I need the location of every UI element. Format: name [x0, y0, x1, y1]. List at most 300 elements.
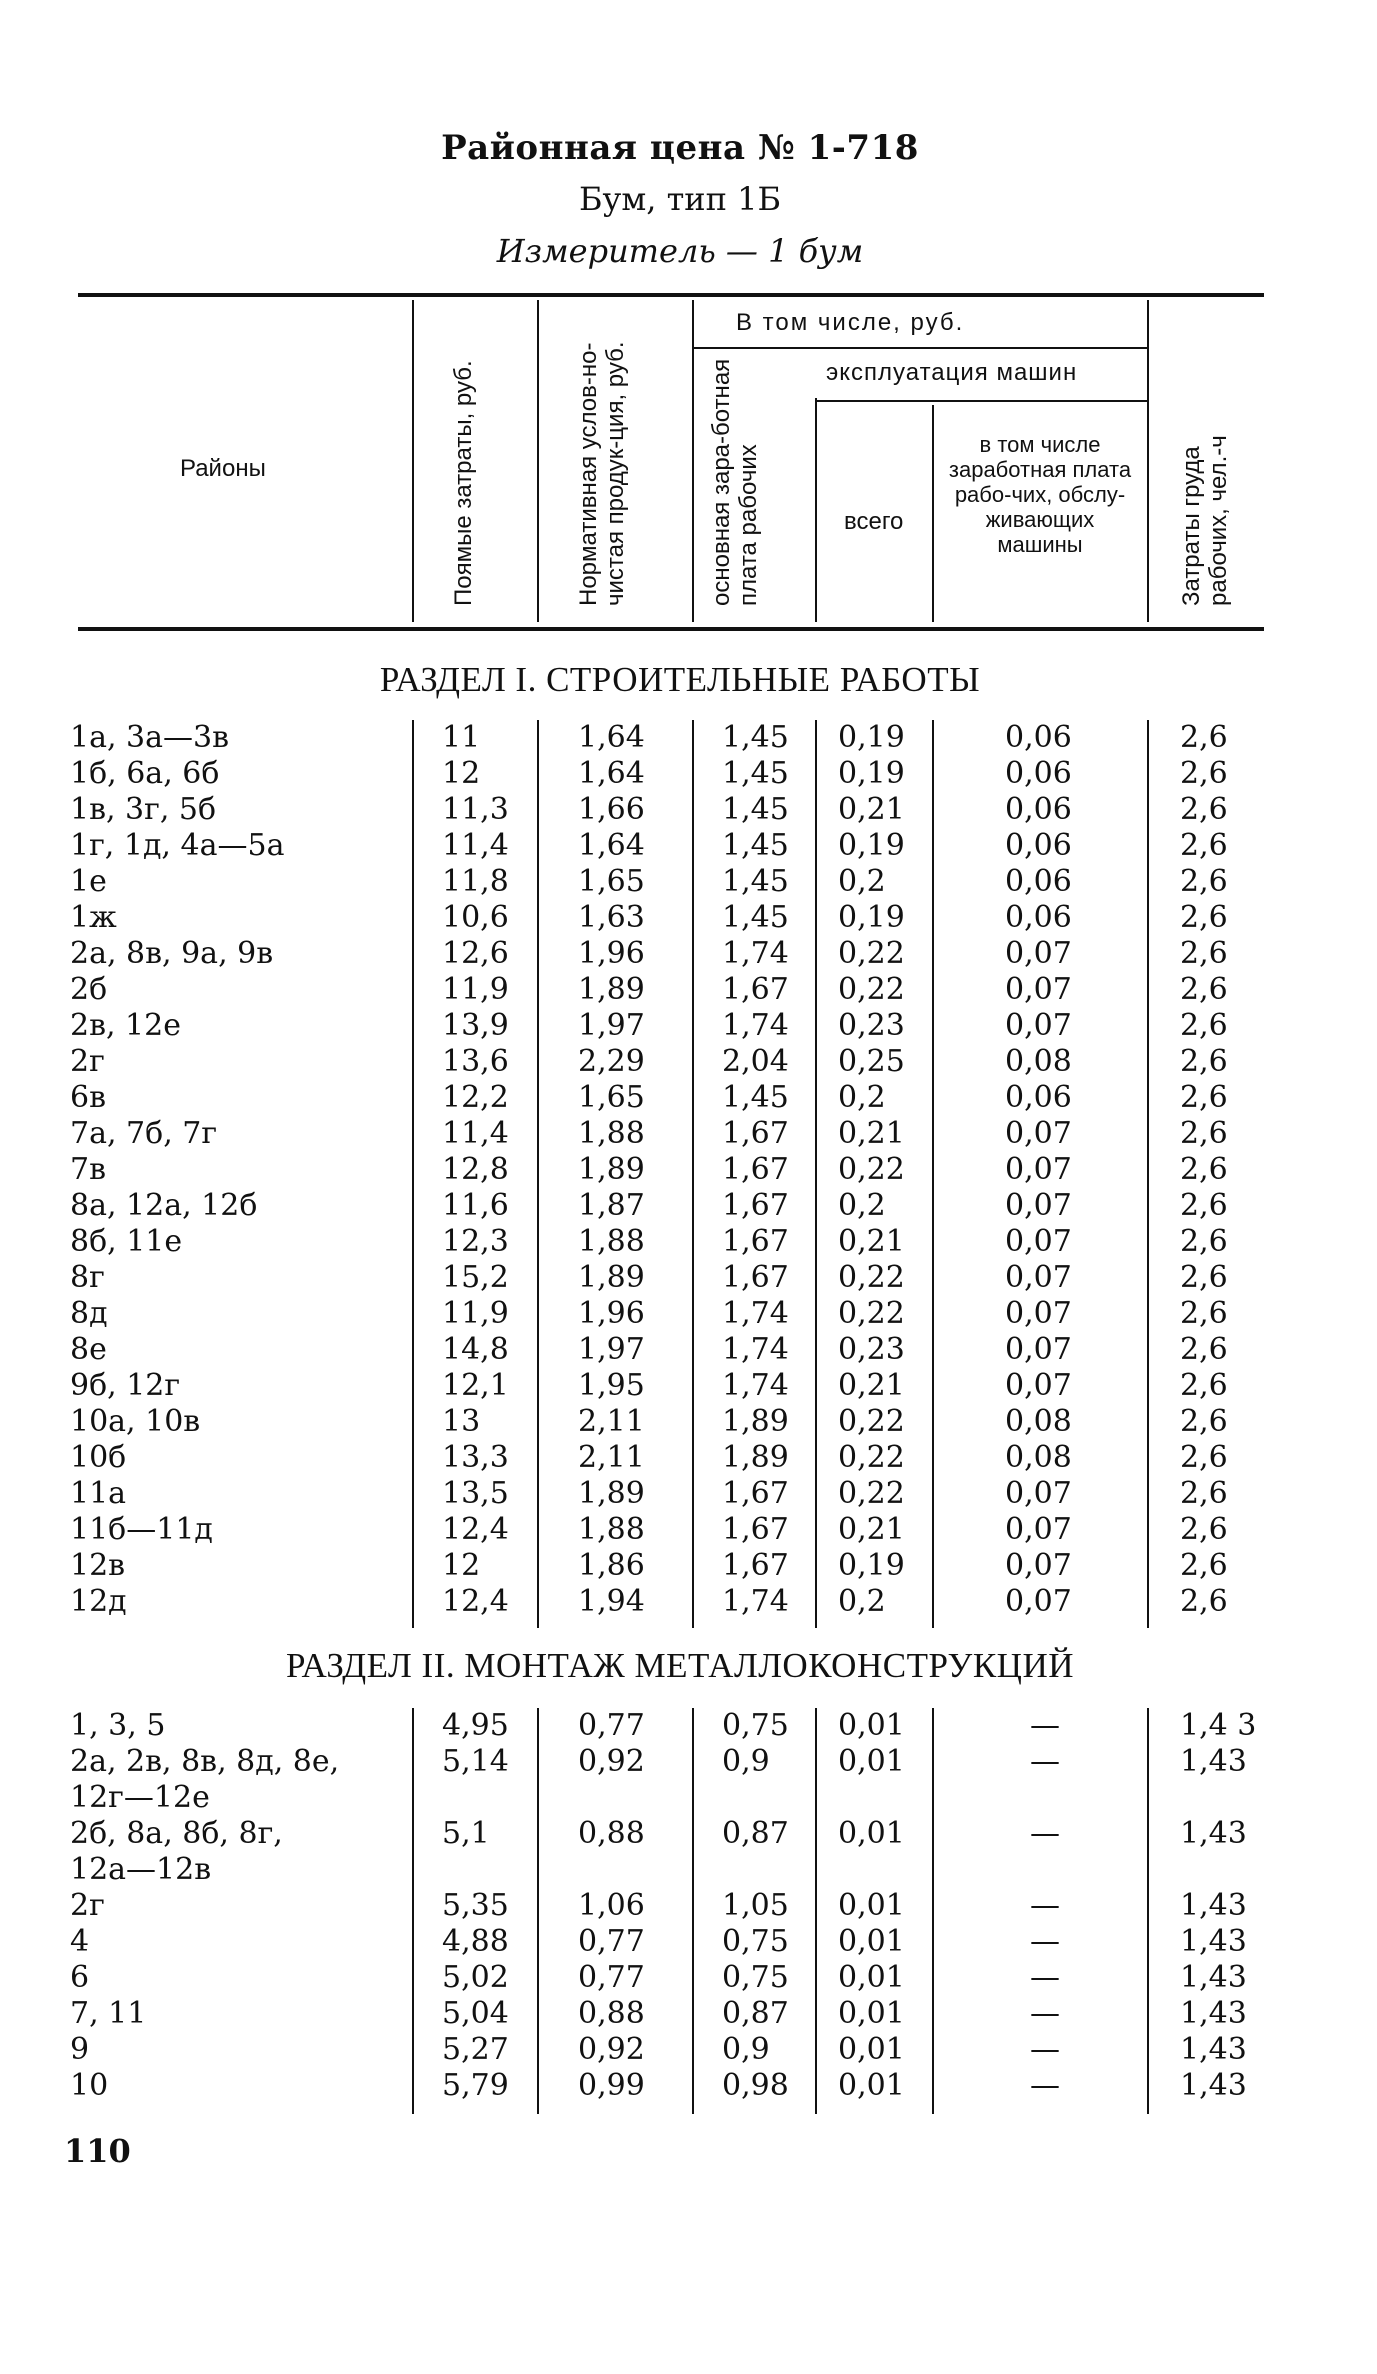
table-cell: 1,05 — [722, 1888, 789, 1923]
table-cell: 1,43 — [1180, 1960, 1247, 1995]
table-cell: 2,6 — [1180, 1080, 1228, 1115]
header-subrule — [815, 400, 1147, 402]
table-cell: 11 — [442, 720, 481, 755]
table-cell: 0,22 — [838, 1296, 905, 1331]
table-cell: 9 — [70, 2032, 90, 2067]
table-cell: 2,6 — [1180, 864, 1228, 899]
table-cell: 1,63 — [578, 900, 645, 935]
table-cell: 2,6 — [1180, 1404, 1228, 1439]
table-cell: 1,45 — [722, 792, 789, 827]
table-cell: 1,43 — [1180, 2032, 1247, 2067]
table-cell: 1,67 — [722, 1512, 789, 1547]
table-cell: 2,11 — [578, 1440, 645, 1475]
table-cell: 0,21 — [838, 1116, 905, 1151]
table-cell: 14,8 — [442, 1332, 509, 1367]
table-cell: 4 — [70, 1924, 90, 1959]
table-cell: 1,89 — [578, 1476, 645, 1511]
table-cell: 12,3 — [442, 1224, 509, 1259]
table-cell: 1,45 — [722, 900, 789, 935]
table-cell: 13,5 — [442, 1476, 509, 1511]
table-cell: 0,22 — [838, 1440, 905, 1475]
table-cell: 0,06 — [1005, 864, 1072, 899]
table-cell: 1,97 — [578, 1008, 645, 1043]
table-row — [0, 1744, 1377, 1780]
table-cell: 2,6 — [1180, 900, 1228, 935]
table-cell: 0,06 — [1005, 792, 1072, 827]
table-cell: 2в, 12е — [70, 1008, 181, 1043]
table-cell: 1,06 — [578, 1888, 645, 1923]
table-cell: 0,25 — [838, 1044, 905, 1079]
table-cell: — — [1030, 2032, 1060, 2067]
table-cell: 10а, 10в — [70, 1404, 201, 1439]
table-row — [0, 1584, 1377, 1620]
table-cell: 1,64 — [578, 828, 645, 863]
table-cell: 1, 3, 5 — [70, 1708, 166, 1743]
table-cell: 12в — [70, 1548, 126, 1583]
table-cell: 0,01 — [838, 2032, 905, 2067]
table-cell: 13,6 — [442, 1044, 509, 1079]
table-cell: 0,08 — [1005, 1440, 1072, 1475]
table-cell: 1,45 — [722, 720, 789, 755]
table-cell: 2,6 — [1180, 720, 1228, 755]
table-cell: 0,21 — [838, 792, 905, 827]
table-cell: — — [1030, 1924, 1060, 1959]
table-cell: 1,89 — [578, 1260, 645, 1295]
table-cell: 1,97 — [578, 1332, 645, 1367]
table-cell: 0,06 — [1005, 720, 1072, 755]
table-cell: 0,19 — [838, 900, 905, 935]
table-cell: 0,22 — [838, 1152, 905, 1187]
header-labor: Затраты груда рабочих, чел.-ч — [1178, 435, 1232, 606]
table-cell: 1,43 — [1180, 1996, 1247, 2031]
header-divider — [412, 300, 414, 622]
table-cell: 0,22 — [838, 1260, 905, 1295]
table-cell: 1,67 — [722, 1152, 789, 1187]
table-cell: 1,89 — [578, 972, 645, 1007]
table-cell: 12,8 — [442, 1152, 509, 1187]
table-cell: 1,74 — [722, 1368, 789, 1403]
table-cell: 12,2 — [442, 1080, 509, 1115]
table-cell: 0,92 — [578, 2032, 645, 2067]
table-cell: 1,45 — [722, 1080, 789, 1115]
table-cell: 0,19 — [838, 756, 905, 791]
table-row — [0, 1404, 1377, 1440]
table-cell: — — [1030, 2068, 1060, 2103]
table-cell: 11,9 — [442, 972, 509, 1007]
page-subtitle: Бум, тип 1Б — [579, 180, 781, 218]
table-cell: 2,6 — [1180, 1008, 1228, 1043]
table-row — [0, 1924, 1377, 1960]
table-cell: 0,87 — [722, 1816, 789, 1851]
table-cell: 8е — [70, 1332, 107, 1367]
table-cell: 10б — [70, 1440, 127, 1475]
table-cell: 1,67 — [722, 1476, 789, 1511]
table-row — [0, 792, 1377, 828]
table-cell: 2б — [70, 972, 108, 1007]
table-cell: 0,77 — [578, 1924, 645, 1959]
header-direct-costs: Поямые затраты, руб. — [450, 360, 477, 606]
table-cell: 0,22 — [838, 972, 905, 1007]
table-cell: — — [1030, 1888, 1060, 1923]
table-cell: 7в — [70, 1152, 106, 1187]
table-row — [0, 2068, 1377, 2104]
table-row — [0, 1080, 1377, 1116]
table-row — [0, 1476, 1377, 1512]
table-cell: 11,4 — [442, 828, 509, 863]
table-cell: 0,21 — [838, 1224, 905, 1259]
table-cell: 0,07 — [1005, 1476, 1072, 1511]
table-cell: — — [1030, 1816, 1060, 1851]
header-subrule — [692, 347, 1147, 349]
table-cell: 0,06 — [1005, 900, 1072, 935]
table-cell: 2,6 — [1180, 1260, 1228, 1295]
table-cell: 1,89 — [722, 1440, 789, 1475]
table-row — [0, 1296, 1377, 1332]
table-cell: — — [1030, 1960, 1060, 1995]
table-cell: 0,22 — [838, 936, 905, 971]
table-cell: 0,07 — [1005, 1548, 1072, 1583]
table-cell: 6 — [70, 1960, 90, 1995]
table-cell: 5,79 — [442, 2068, 509, 2103]
table-cell: 1,67 — [722, 1260, 789, 1295]
table-cell: 0,01 — [838, 1708, 905, 1743]
section-title: РАЗДЕЛ I. СТРОИТЕЛЬНЫЕ РАБОТЫ — [379, 660, 981, 699]
table-cell: 0,21 — [838, 1512, 905, 1547]
table-cell: 0,07 — [1005, 1116, 1072, 1151]
table-cell: 0,88 — [578, 1816, 645, 1851]
table-cell: 1,95 — [578, 1368, 645, 1403]
table-cell: 1г, 1д, 4а—5а — [70, 828, 285, 863]
table-cell: 0,2 — [838, 864, 886, 899]
table-cell: 0,75 — [722, 1924, 789, 1959]
table-cell: 2,6 — [1180, 1476, 1228, 1511]
table-row — [0, 756, 1377, 792]
table-cell: 2,6 — [1180, 1584, 1228, 1619]
page-number: 110 — [64, 2132, 131, 2170]
table-row — [0, 1224, 1377, 1260]
table-row-continuation — [0, 1780, 1377, 1816]
table-cell: — — [1030, 1996, 1060, 2031]
table-top-rule — [78, 293, 1264, 297]
table-cell: 0,06 — [1005, 828, 1072, 863]
table-cell: 0,19 — [838, 828, 905, 863]
table-cell: 12 — [442, 756, 481, 791]
table-cell: 11,4 — [442, 1116, 509, 1151]
table-cell: — — [1030, 1744, 1060, 1779]
table-cell: 1,67 — [722, 1188, 789, 1223]
table-cell: 0,2 — [838, 1584, 886, 1619]
table-cell: 10,6 — [442, 900, 509, 935]
table-cell: 1,96 — [578, 1296, 645, 1331]
table-cell: 8г — [70, 1260, 105, 1295]
table-cell: 0,07 — [1005, 1584, 1072, 1619]
table-row — [0, 1548, 1377, 1584]
table-row — [0, 900, 1377, 936]
table-cell: 2,29 — [578, 1044, 645, 1079]
table-cell: 0,07 — [1005, 1368, 1072, 1403]
table-cell: 12,1 — [442, 1368, 509, 1403]
table-cell: 0,01 — [838, 1744, 905, 1779]
table-cell: 0,07 — [1005, 1224, 1072, 1259]
table-cell: 2,6 — [1180, 936, 1228, 971]
table-cell: 11б—11д — [70, 1512, 213, 1547]
table-cell: 1,43 — [1180, 2068, 1247, 2103]
table-cell: 0,22 — [838, 1476, 905, 1511]
table-cell: 1,88 — [578, 1512, 645, 1547]
table-row — [0, 1152, 1377, 1188]
header-base-wage: основная зара-ботная плата рабочих — [708, 358, 762, 606]
table-cell: 2,04 — [722, 1044, 789, 1079]
table-cell: 1,66 — [578, 792, 645, 827]
table-cell: 2,6 — [1180, 792, 1228, 827]
header-divider — [1147, 300, 1149, 622]
table-cell: 4,95 — [442, 1708, 509, 1743]
table-cell: 0,07 — [1005, 1152, 1072, 1187]
table-cell: 0,2 — [838, 1080, 886, 1115]
table-cell: 12,4 — [442, 1584, 509, 1619]
table-cell: 0,19 — [838, 720, 905, 755]
table-cell: 0,99 — [578, 2068, 645, 2103]
table-cell: 0,07 — [1005, 1008, 1072, 1043]
table-cell: 0,23 — [838, 1008, 905, 1043]
table-row — [0, 828, 1377, 864]
table-cell: 0,07 — [1005, 936, 1072, 971]
table-cell: 12а—12в — [70, 1852, 212, 1887]
table-row — [0, 864, 1377, 900]
header-machines: эксплуатация машин — [826, 359, 1078, 386]
table-cell: 0,21 — [838, 1368, 905, 1403]
table-cell: 0,07 — [1005, 1260, 1072, 1295]
table-cell: 0,22 — [838, 1404, 905, 1439]
table-cell: 2,6 — [1180, 1116, 1228, 1151]
table-row — [0, 1960, 1377, 1996]
table-cell: 1,64 — [578, 720, 645, 755]
table-cell: 1,45 — [722, 756, 789, 791]
table-cell: 13,3 — [442, 1440, 509, 1475]
table-row — [0, 1116, 1377, 1152]
table-cell: 1в, 3г, 5б — [70, 792, 217, 827]
page-title: Районная цена № 1-718 — [441, 128, 919, 168]
table-row — [0, 1332, 1377, 1368]
table-cell: 2,6 — [1180, 1224, 1228, 1259]
table-cell: 8б, 11е — [70, 1224, 183, 1259]
table-cell: 2г — [70, 1888, 105, 1923]
table-cell: 0,07 — [1005, 1188, 1072, 1223]
table-cell: 0,92 — [578, 1744, 645, 1779]
header-normative: Нормативная услов-но-чистая продук-ция, руб. — [575, 341, 629, 606]
header-regions: Районы — [180, 455, 266, 482]
table-cell: 2,6 — [1180, 1368, 1228, 1403]
table-cell: 12г—12е — [70, 1780, 210, 1815]
table-cell: 1,64 — [578, 756, 645, 791]
table-cell: 12,4 — [442, 1512, 509, 1547]
table-cell: 1,45 — [722, 828, 789, 863]
table-cell: 0,08 — [1005, 1404, 1072, 1439]
table-cell: 1,65 — [578, 864, 645, 899]
table-cell: 11,6 — [442, 1188, 509, 1223]
table-row — [0, 1008, 1377, 1044]
table-header-bottom-rule — [78, 627, 1264, 631]
table-cell: 1,43 — [1180, 1744, 1247, 1779]
table-cell: 1,86 — [578, 1548, 645, 1583]
table-cell: 0,87 — [722, 1996, 789, 2031]
table-row — [0, 1368, 1377, 1404]
table-cell: 1а, 3а—3в — [70, 720, 229, 755]
table-cell: 0,06 — [1005, 756, 1072, 791]
table-cell: 0,75 — [722, 1960, 789, 1995]
table-cell: 9б, 12г — [70, 1368, 181, 1403]
table-cell: 0,07 — [1005, 1296, 1072, 1331]
table-cell: 1,4 3 — [1180, 1708, 1257, 1743]
table-cell: 0,01 — [838, 1888, 905, 1923]
table-cell: 5,14 — [442, 1744, 509, 1779]
table-cell: 0,77 — [578, 1708, 645, 1743]
table-cell: 1ж — [70, 900, 117, 935]
table-cell: 0,9 — [722, 2032, 770, 2067]
table-row — [0, 720, 1377, 756]
header-divider — [932, 405, 934, 622]
table-cell: 0,77 — [578, 1960, 645, 1995]
table-row — [0, 1440, 1377, 1476]
table-cell: 1,87 — [578, 1188, 645, 1223]
table-cell: 1,89 — [722, 1404, 789, 1439]
table-cell: 11а — [70, 1476, 127, 1511]
table-cell: 0,75 — [722, 1708, 789, 1743]
table-cell: 12 — [442, 1548, 481, 1583]
table-cell: 2б, 8а, 8б, 8г, — [70, 1816, 283, 1851]
table-cell: 12,6 — [442, 936, 509, 971]
table-cell: 2а, 8в, 9а, 9в — [70, 936, 274, 971]
table-cell: 2,6 — [1180, 1512, 1228, 1547]
table-cell: 5,02 — [442, 1960, 509, 1995]
table-cell: 2а, 2в, 8в, 8д, 8е, — [70, 1744, 340, 1779]
table-cell: 0,9 — [722, 1744, 770, 1779]
table-cell: 0,01 — [838, 2068, 905, 2103]
table-row-continuation — [0, 1852, 1377, 1888]
table-cell: 4,88 — [442, 1924, 509, 1959]
table-row — [0, 1816, 1377, 1852]
table-cell: 13,9 — [442, 1008, 509, 1043]
table-cell: 2,6 — [1180, 1296, 1228, 1331]
table-cell: 11,3 — [442, 792, 509, 827]
table-cell: — — [1030, 1708, 1060, 1743]
table-cell: 0,01 — [838, 1960, 905, 1995]
table-row — [0, 972, 1377, 1008]
table-cell: 2,6 — [1180, 972, 1228, 1007]
table-cell: 1,67 — [722, 1116, 789, 1151]
table-cell: 1,74 — [722, 1296, 789, 1331]
table-cell: 1,67 — [722, 1224, 789, 1259]
table-row — [0, 936, 1377, 972]
table-cell: 1е — [70, 864, 107, 899]
header-total: всего — [844, 508, 904, 535]
header-divider — [537, 300, 539, 622]
table-cell: 2,6 — [1180, 1548, 1228, 1583]
table-cell: 0,06 — [1005, 1080, 1072, 1115]
table-cell: 1,94 — [578, 1584, 645, 1619]
table-cell: 2,6 — [1180, 1332, 1228, 1367]
table-cell: 1б, 6а, 6б — [70, 756, 220, 791]
table-cell: 0,2 — [838, 1188, 886, 1223]
measure-unit: Измеритель — 1 бум — [496, 232, 864, 270]
section-title: РАЗДЕЛ II. МОНТАЖ МЕТАЛЛОКОНСТРУКЦИЙ — [285, 1646, 1075, 1685]
table-cell: 5,04 — [442, 1996, 509, 2031]
header-machine-wage: в том числе заработная плата рабо-чих, обслу-живающих машины — [948, 432, 1132, 557]
table-cell: 0,01 — [838, 1816, 905, 1851]
table-row — [0, 1512, 1377, 1548]
table-cell: 1,88 — [578, 1224, 645, 1259]
table-cell: 2,6 — [1180, 1188, 1228, 1223]
table-row — [0, 1996, 1377, 2032]
table-cell: 0,88 — [578, 1996, 645, 2031]
table-cell: 6в — [70, 1080, 106, 1115]
table-cell: 1,43 — [1180, 1888, 1247, 1923]
table-cell: 1,88 — [578, 1116, 645, 1151]
table-cell: 11,8 — [442, 864, 509, 899]
table-row — [0, 1708, 1377, 1744]
table-cell: 2,6 — [1180, 1152, 1228, 1187]
table-cell: 1,43 — [1180, 1816, 1247, 1851]
table-cell: 1,96 — [578, 936, 645, 971]
table-cell: 0,08 — [1005, 1044, 1072, 1079]
table-cell: 10 — [70, 2068, 109, 2103]
table-cell: 5,27 — [442, 2032, 509, 2067]
table-cell: 13 — [442, 1404, 481, 1439]
table-cell: 1,67 — [722, 1548, 789, 1583]
table-cell: 0,19 — [838, 1548, 905, 1583]
header-divider — [815, 398, 817, 622]
table-cell: 2,11 — [578, 1404, 645, 1439]
table-cell: 7а, 7б, 7г — [70, 1116, 218, 1151]
table-row — [0, 2032, 1377, 2068]
table-cell: 15,2 — [442, 1260, 509, 1295]
table-cell: 1,89 — [578, 1152, 645, 1187]
table-cell: 1,43 — [1180, 1924, 1247, 1959]
table-row — [0, 1888, 1377, 1924]
table-cell: 2г — [70, 1044, 105, 1079]
table-cell: 2,6 — [1180, 756, 1228, 791]
table-cell: 1,65 — [578, 1080, 645, 1115]
table-cell: 0,01 — [838, 1924, 905, 1959]
table-row — [0, 1260, 1377, 1296]
table-cell: 1,74 — [722, 1008, 789, 1043]
table-cell: 0,23 — [838, 1332, 905, 1367]
table-cell: 0,07 — [1005, 1332, 1072, 1367]
table-cell: 5,35 — [442, 1888, 509, 1923]
table-cell: 2,6 — [1180, 828, 1228, 863]
table-cell: 8а, 12а, 12б — [70, 1188, 258, 1223]
table-cell: 7, 11 — [70, 1996, 147, 2031]
table-cell: 0,98 — [722, 2068, 789, 2103]
table-cell: 2,6 — [1180, 1440, 1228, 1475]
table-cell: 0,07 — [1005, 972, 1072, 1007]
table-cell: 5,1 — [442, 1816, 490, 1851]
table-cell: 12д — [70, 1584, 127, 1619]
table-row — [0, 1188, 1377, 1224]
table-cell: 8д — [70, 1296, 108, 1331]
table-cell: 1,74 — [722, 1332, 789, 1367]
table-cell: 0,07 — [1005, 1512, 1072, 1547]
table-cell: 1,67 — [722, 972, 789, 1007]
table-cell: 0,01 — [838, 1996, 905, 2031]
table-cell: 1,74 — [722, 1584, 789, 1619]
table-cell: 11,9 — [442, 1296, 509, 1331]
table-cell: 1,45 — [722, 864, 789, 899]
table-cell: 1,74 — [722, 936, 789, 971]
header-including: В том числе, руб. — [736, 309, 965, 336]
table-row — [0, 1044, 1377, 1080]
table-cell: 2,6 — [1180, 1044, 1228, 1079]
